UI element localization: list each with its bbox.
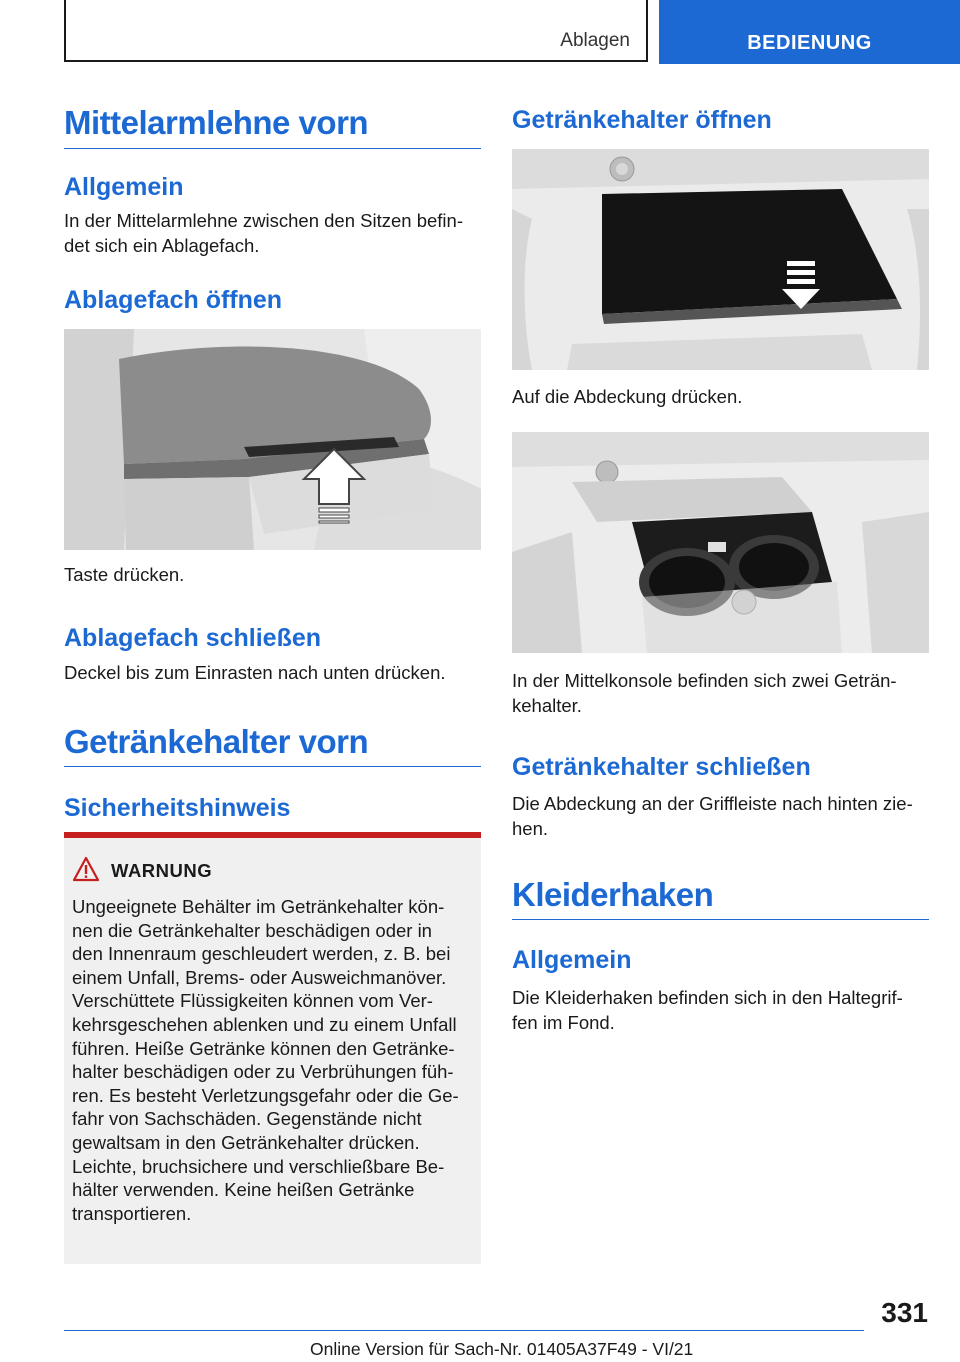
armrest-image [64, 329, 481, 550]
text-line: Deckel bis zum Einrasten nach unten drücken. [64, 662, 446, 683]
text-line: hen. [512, 818, 549, 839]
warning-line: kehrsgeschehen ablenken und zu einem Unfall [72, 1013, 457, 1035]
heading-hooks-allgemein: Allgemein [512, 946, 632, 974]
caption-press-cover: Auf die Abdeckung drücken. [512, 386, 743, 407]
warning-line: führen. Heiße Getränke können den Getränke- [72, 1037, 455, 1059]
warning-line: hälter verwenden. Keine heißen Getränke [72, 1179, 415, 1201]
warning-line: transportieren. [72, 1202, 192, 1224]
cupholder-open-image [512, 432, 929, 653]
warning-line: nen die Getränkehalter beschädigen oder in [72, 919, 432, 941]
heading-open-compartment: Ablagefach öffnen [64, 286, 283, 314]
text-line: Die Abdeckung an der Griffleiste nach hinten zie- [512, 793, 913, 814]
header-chapter-label: BEDIENUNG [747, 32, 872, 54]
heading-armrest: Mittelarmlehne vorn [64, 104, 369, 141]
warning-line: halter beschädigen oder zu Verbrühungen füh- [72, 1061, 454, 1083]
heading-safety: Sicherheitshinweis [64, 794, 291, 822]
warning-line: Verschüttete Flüssigkeiten können vom Ver- [72, 990, 433, 1012]
warning-line: gewaltsam in den Getränkehalter drücken. [72, 1131, 420, 1153]
heading-allgemein: Allgemein [64, 173, 184, 201]
warning-line: fahr von Sachschäden. Gegenstände nicht [72, 1108, 422, 1130]
header-chapter-tab [659, 0, 960, 64]
heading-rule [64, 148, 481, 149]
heading-rule [512, 919, 929, 920]
warning-line: Leichte, bruchsichere und verschließbare Be- [72, 1155, 445, 1177]
caption-press-button: Taste drücken. [64, 564, 185, 585]
warning-title: WARNUNG [111, 860, 213, 881]
warning-triangle-icon [72, 856, 100, 887]
text-line: In der Mittelkonsole befinden sich zwei Geträn- [512, 670, 897, 691]
header-section-label: Ablagen [560, 30, 630, 51]
heading-cupholder: Getränkehalter vorn [64, 723, 369, 760]
cupholder-cover-image [512, 149, 929, 370]
text-line: In der Mittelarmlehne zwischen den Sitzen befin- [64, 210, 463, 231]
footer-rule [64, 1330, 864, 1331]
warning-bar [64, 832, 481, 838]
heading-close-compartment: Ablagefach schließen [64, 624, 322, 652]
text-line: fen im Fond. [512, 1012, 615, 1033]
warning-line: einem Unfall, Brems- oder Ausweichmanöver. [72, 966, 447, 988]
heading-open-cupholder: Getränkehalter öffnen [512, 106, 772, 134]
heading-rule [64, 766, 481, 767]
text-line: kehalter. [512, 695, 582, 716]
warning-line: Ungeeignete Behälter im Getränkehalter kön- [72, 896, 445, 917]
warning-line: ren. Es besteht Verletzungsgefahr oder die Ge- [72, 1084, 459, 1106]
footer-online-version: Online Version für Sach-Nr. 01405A37F49 - VI/21 [310, 1339, 694, 1359]
text-line: Die Kleiderhaken befinden sich in den Haltegrif- [512, 987, 903, 1008]
heading-close-cupholder: Getränkehalter schließen [512, 753, 811, 781]
page-number: 331 [881, 1297, 928, 1328]
text-line: det sich ein Ablagefach. [64, 235, 260, 256]
warning-text [72, 895, 472, 1225]
header-section-box [64, 0, 648, 62]
warning-line: den Innenraum geschleudert werden, z. B. bei [72, 943, 451, 965]
heading-clothes-hooks: Kleiderhaken [512, 876, 714, 913]
